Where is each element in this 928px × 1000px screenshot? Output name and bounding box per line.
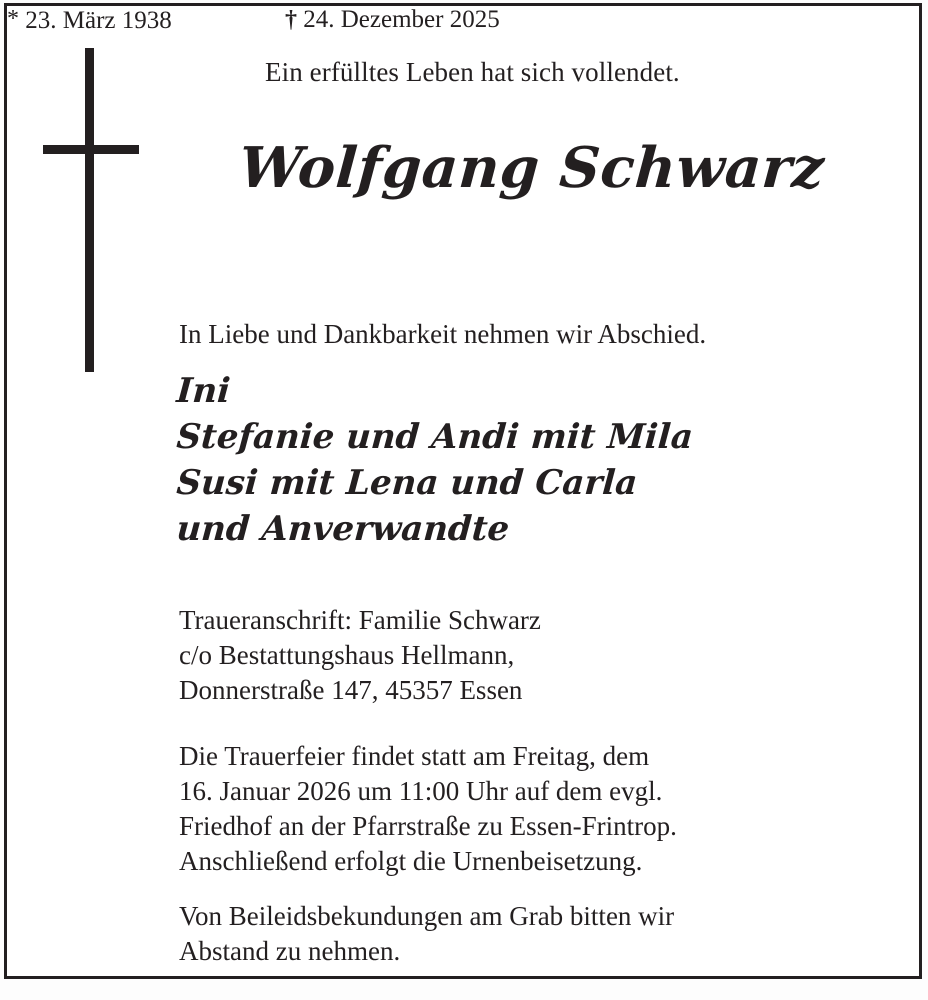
memorial-quote: Ein erfülltes Leben hat sich vollendet.	[265, 57, 680, 87]
closing-line: Abstand zu nehmen.	[179, 936, 401, 966]
life-dates-row	[7, 6, 527, 38]
address-line: c/o Bestattungshaus Hellmann,	[179, 640, 515, 670]
condolence-address-block	[179, 603, 541, 708]
family-member-line: Ini	[175, 371, 232, 411]
bereaved-family-list	[175, 368, 795, 552]
family-member-line: und Anverwandte	[175, 509, 511, 549]
cross-vertical-bar	[85, 48, 94, 372]
service-line: Die Trauerfeier findet statt am Freitag, dem	[179, 741, 650, 771]
service-line: Friedhof an der Pfarrstraße zu Essen-Frintrop.	[179, 811, 677, 841]
farewell-sentence: In Liebe und Dankbarkeit nehmen wir Abschied.	[179, 319, 707, 349]
deceased-name: Wolfgang Schwarz	[237, 135, 827, 201]
address-line: Traueranschrift: Familie Schwarz	[179, 605, 541, 635]
obituary-border-frame	[4, 3, 922, 979]
christian-cross-icon	[41, 48, 141, 373]
closing-request-block	[179, 899, 674, 969]
family-member-line: Stefanie und Andi mit Mila	[175, 417, 695, 457]
death-date-value: 24. Dezember 2025	[303, 6, 500, 33]
address-line: Donnerstraße 147, 45357 Essen	[179, 675, 523, 705]
asterisk-birth-icon: *	[7, 6, 19, 32]
death-date	[285, 6, 500, 34]
funeral-service-block	[179, 739, 677, 879]
service-line: 16. Januar 2026 um 11:00 Uhr auf dem evgl.	[179, 776, 663, 806]
birth-date	[7, 6, 172, 35]
birth-date-value: 23. März 1938	[25, 7, 172, 34]
closing-line: Von Beileidsbekundungen am Grab bitten wir	[179, 901, 675, 931]
dagger-death-icon: †	[285, 7, 297, 33]
cross-horizontal-bar	[43, 145, 139, 154]
service-line: Anschließend erfolgt die Urnenbeisetzung.	[179, 846, 643, 876]
family-member-line: Susi mit Lena und Carla	[175, 463, 639, 503]
